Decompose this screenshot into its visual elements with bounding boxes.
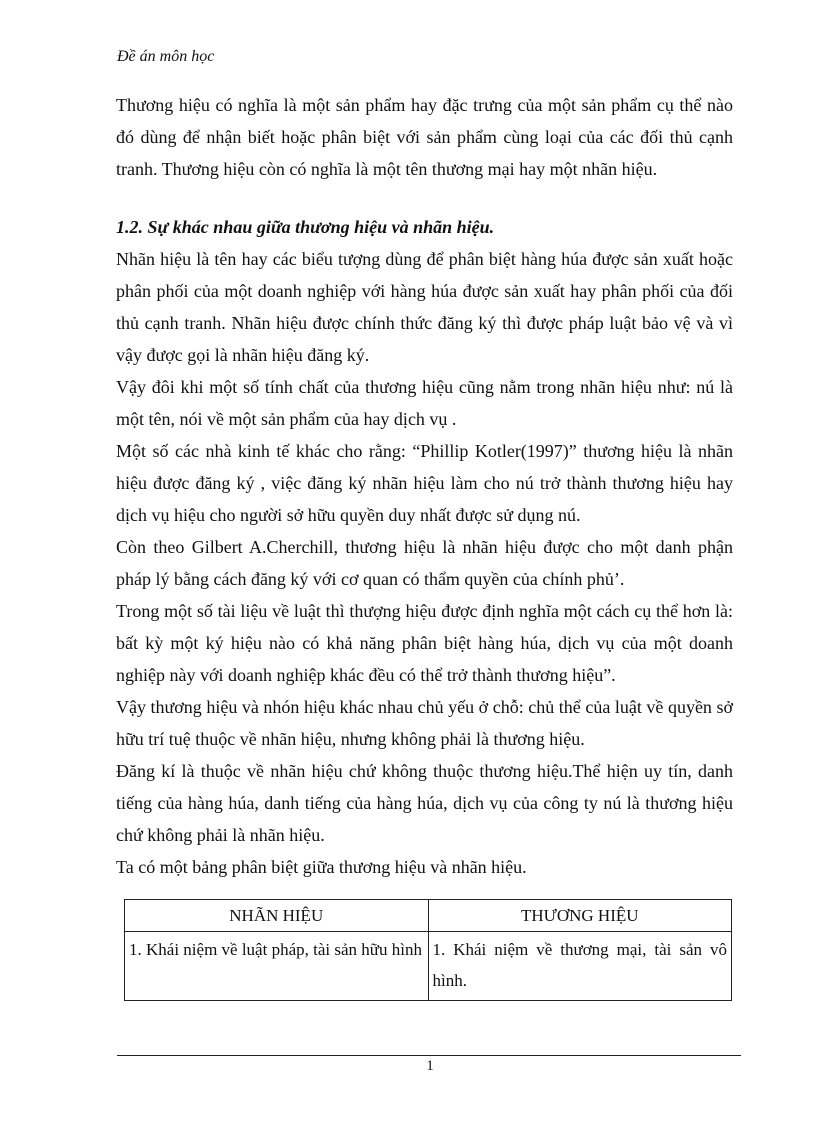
- table-header-cell: THƯƠNG HIỆU: [428, 900, 732, 932]
- paragraph-trademark-definition: Nhãn hiệu là tên hay các biểu tượng dùng để phân biệt hàng húa được sản xuất hoặc phân phối của một doanh nghiệp với hàng húa được sản xuất hay phân phối của đối thủ cạnh tranh. Nhãn hiệu được chính thức đăng ký thì được pháp luật bảo vệ và vì vậy được gọi là nhãn hiệu đăng ký.: [116, 249, 733, 365]
- paragraph-registration: Đăng kí là thuộc về nhãn hiệu chứ không thuộc thương hiệu.Thể hiện uy tín, danh tiếng của hàng húa, danh tiếng của hàng húa, dịch vụ của công ty nú là thương hiệu chứ không phải là nhãn hiệu.: [116, 761, 733, 845]
- paragraph-table-intro: Ta có một bảng phân biệt giữa thương hiệu và nhãn hiệu.: [116, 857, 527, 877]
- paragraph-kotler-view: Một số các nhà kinh tế khác cho rằng: “Phillip Kotler(1997)” thương hiệu là nhãn hiệu được đăng ký , việc đăng ký nhãn hiệu làm cho nú trở thành thương hiệu hay dịch vụ hiệu cho người sở hữu quyền duy nhất được sử dụng nú.: [116, 441, 733, 525]
- paragraph-cherchill-view: Còn theo Gilbert A.Cherchill, thương hiệu là nhãn hiệu được cho một danh phận pháp lý bằng cách đăng ký với cơ quan có thẩm quyền của chính phủ’.: [116, 537, 733, 589]
- table-cell: 1. Khái niệm về luật pháp, tài sản hữu hình: [125, 932, 429, 1001]
- running-header: Đề án môn học: [117, 48, 215, 65]
- table-row: [125, 932, 732, 1001]
- paragraph-legal-definition: Trong một số tài liệu về luật thì thượng hiệu được định nghĩa một cách cụ thể hơn là: bất kỳ một ký hiệu nào có khả năng phân biệt hàng húa, dịch vụ của một doanh nghiệp này với doanh nghiệp khác đều có thể trở thành thương hiệu”.: [116, 601, 733, 685]
- table-header-row: [125, 900, 732, 932]
- page-number: 1: [426, 1058, 434, 1074]
- paragraph-shared-properties: Vậy đôi khi một số tính chất của thương hiệu cũng nằm trong nhãn hiệu như: nú là một tên, nói về một sản phẩm của hay dịch vụ .: [116, 377, 733, 429]
- comparison-table: [124, 899, 732, 1001]
- section-heading: 1.2. Sự khác nhau giữa thương hiệu và nhãn hiệu.: [116, 217, 495, 237]
- table-header-cell: NHÃN HIỆU: [125, 900, 429, 932]
- body-content: [116, 89, 733, 883]
- intro-paragraph: Thương hiệu có nghĩa là một sản phẩm hay đặc trưng của một sản phẩm cụ thể nào đó dùng để nhận biết hoặc phân biệt với sản phẩm cùng loại của các đối thủ cạnh tranh. Thương hiệu còn có nghĩa là một tên thương mại hay một nhãn hiệu.: [116, 95, 733, 179]
- table-cell: 1. Khái niệm về thương mại, tài sản vô hình.: [428, 932, 732, 1001]
- paragraph-main-difference: Vậy thương hiệu và nhón hiệu khác nhau chủ yếu ở chỗ: chủ thể của luật về quyền sở hữu trí tuệ thuộc về nhãn hiệu, nhưng không phải là thương hiệu.: [116, 697, 733, 749]
